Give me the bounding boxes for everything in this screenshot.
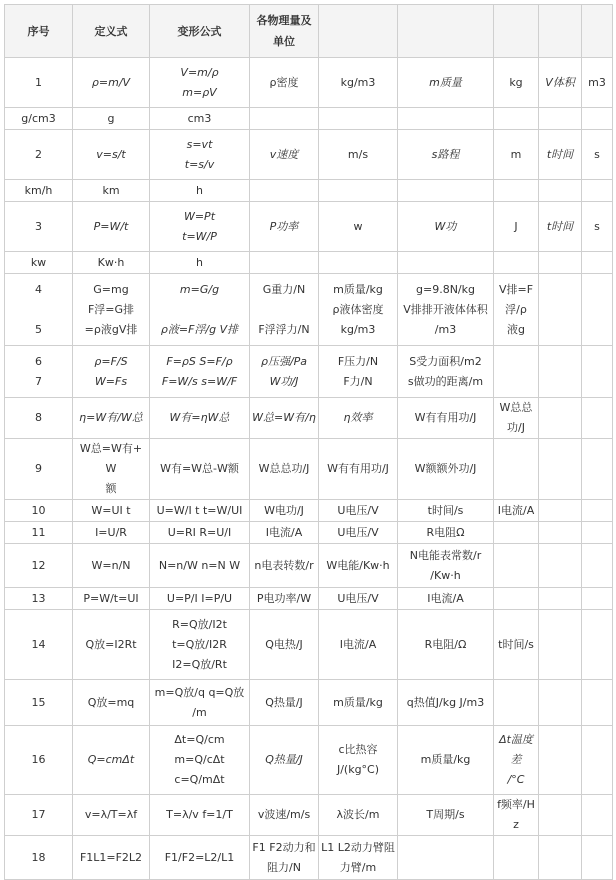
table-cell <box>539 274 582 346</box>
table-cell: Q热量/J <box>250 726 319 795</box>
table-cell: 11 <box>5 522 73 544</box>
table-row <box>5 202 613 252</box>
table-cell: m质量/kg <box>319 680 398 726</box>
table-cell: t时间 <box>539 202 582 252</box>
table-cell: R电阻Ω <box>398 522 494 544</box>
table-cell: c比热容 J/(kg°C) <box>319 726 398 795</box>
table-cell: F=ρS S=F/ρ F=W/s s=W/F <box>150 346 250 398</box>
table-cell <box>582 439 613 500</box>
table-cell <box>539 544 582 588</box>
table-cell: G=mg F浮=G排 =ρ液gV排 <box>73 274 150 346</box>
table-cell <box>582 274 613 346</box>
table-cell: W总=W有+W 额 <box>73 439 150 500</box>
table-cell: 15 <box>5 680 73 726</box>
table-cell: 4 5 <box>5 274 73 346</box>
table-row <box>5 588 613 610</box>
table-cell: W总=W有/η <box>250 398 319 439</box>
header-cell: 定义式 <box>73 5 150 58</box>
table-body <box>5 58 613 880</box>
table-cell <box>582 522 613 544</box>
table-cell: g=9.8N/kg V排排开液体体积 /m3 <box>398 274 494 346</box>
table-cell: kg/m3 <box>319 58 398 108</box>
table-cell <box>398 180 494 202</box>
table-cell: N电能表常数/r /Kw·h <box>398 544 494 588</box>
table-cell: W额额外功/J <box>398 439 494 500</box>
table-cell <box>582 726 613 795</box>
table-row <box>5 130 613 180</box>
table-cell <box>539 398 582 439</box>
table-row <box>5 610 613 680</box>
table-cell <box>494 588 539 610</box>
table-cell: λ波长/m <box>319 795 398 836</box>
table-cell: η=W有/W总 <box>73 398 150 439</box>
table-cell <box>582 795 613 836</box>
table-cell <box>582 544 613 588</box>
table-cell: Δt温度差 /°C <box>494 726 539 795</box>
table-cell: Q热量/J <box>250 680 319 726</box>
table-cell: ρ=F/S W=Fs <box>73 346 150 398</box>
table-row <box>5 108 613 130</box>
header-cell <box>494 5 539 58</box>
table-cell: Δt=Q/cm m=Q/cΔt c=Q/mΔt <box>150 726 250 795</box>
table-cell <box>319 180 398 202</box>
table-cell: g/cm3 <box>5 108 73 130</box>
table-cell: I电流/A <box>398 588 494 610</box>
table-cell: P=W/t=UI <box>73 588 150 610</box>
table-cell: v波速/m/s <box>250 795 319 836</box>
table-cell: s=vt t=s/v <box>150 130 250 180</box>
table-cell: km <box>73 180 150 202</box>
formula-table <box>4 4 613 880</box>
table-cell: U=RI R=U/I <box>150 522 250 544</box>
table-cell: W总总功/J <box>494 398 539 439</box>
table-cell <box>582 108 613 130</box>
table-row <box>5 680 613 726</box>
table-cell: R电阻/Ω <box>398 610 494 680</box>
table-cell: Q放=I2Rt <box>73 610 150 680</box>
table-cell: n电表转数/r <box>250 544 319 588</box>
table-cell <box>539 726 582 795</box>
table-cell: J <box>494 202 539 252</box>
table-cell: s路程 <box>398 130 494 180</box>
table-cell <box>582 500 613 522</box>
table-cell <box>398 108 494 130</box>
table-cell: 10 <box>5 500 73 522</box>
table-cell: V体积 <box>539 58 582 108</box>
table-cell: m=Q放/q q=Q放 /m <box>150 680 250 726</box>
table-cell: cm3 <box>150 108 250 130</box>
table-cell: 12 <box>5 544 73 588</box>
table-cell: W=UI t <box>73 500 150 522</box>
table-cell: ρ密度 <box>250 58 319 108</box>
table-cell: h <box>150 180 250 202</box>
table-cell <box>582 252 613 274</box>
table-cell <box>539 108 582 130</box>
table-cell <box>582 836 613 880</box>
table-cell: v=λ/T=λf <box>73 795 150 836</box>
table-cell: W功 <box>398 202 494 252</box>
table-cell: kw <box>5 252 73 274</box>
table-cell <box>494 252 539 274</box>
table-cell: R=Q放/I2t t=Q放/I2R I2=Q放/Rt <box>150 610 250 680</box>
table-cell: S受力面积/m2 s做功的距离/m <box>398 346 494 398</box>
table-cell: U=P/I I=P/U <box>150 588 250 610</box>
header-cell <box>582 5 613 58</box>
table-row <box>5 346 613 398</box>
table-cell: Q=cmΔt <box>73 726 150 795</box>
table-cell: W总总功/J <box>250 439 319 500</box>
table-cell: 8 <box>5 398 73 439</box>
table-row <box>5 398 613 439</box>
table-cell: v速度 <box>250 130 319 180</box>
table-cell: 3 <box>5 202 73 252</box>
table-cell: 16 <box>5 726 73 795</box>
table-cell: T=λ/v f=1/T <box>150 795 250 836</box>
table-cell <box>539 680 582 726</box>
table-cell: q热值J/kg J/m3 <box>398 680 494 726</box>
table-cell: U电压/V <box>319 522 398 544</box>
table-row <box>5 58 613 108</box>
table-cell <box>582 588 613 610</box>
table-cell: I电流/A <box>250 522 319 544</box>
table-cell: 6 7 <box>5 346 73 398</box>
table-cell <box>539 522 582 544</box>
table-cell: η效率 <box>319 398 398 439</box>
table-cell: G重力/N F浮浮力/N <box>250 274 319 346</box>
table-cell: P=W/t <box>73 202 150 252</box>
table-cell: 1 <box>5 58 73 108</box>
table-cell <box>539 610 582 680</box>
table-cell: T周期/s <box>398 795 494 836</box>
header-cell: 序号 <box>5 5 73 58</box>
table-cell <box>494 544 539 588</box>
table-cell: t时间/s <box>398 500 494 522</box>
table-cell <box>398 836 494 880</box>
table-cell: v=s/t <box>73 130 150 180</box>
header-cell: 变形公式 <box>150 5 250 58</box>
table-cell: W=Pt t=W/P <box>150 202 250 252</box>
table-cell <box>539 180 582 202</box>
table-cell <box>250 252 319 274</box>
table-cell <box>398 252 494 274</box>
header-cell: 各物理量及单位 <box>250 5 319 58</box>
table-row <box>5 544 613 588</box>
table-cell: V=m/ρ m=ρV <box>150 58 250 108</box>
table-cell: I电流/A <box>494 500 539 522</box>
table-cell: Q电热/J <box>250 610 319 680</box>
table-row <box>5 522 613 544</box>
table-cell: F1/F2=L2/L1 <box>150 836 250 880</box>
table-cell <box>539 795 582 836</box>
table-cell <box>539 500 582 522</box>
table-cell: V排=F浮/ρ 液g <box>494 274 539 346</box>
table-cell <box>539 439 582 500</box>
header-cell <box>539 5 582 58</box>
table-cell: m/s <box>319 130 398 180</box>
table-row <box>5 500 613 522</box>
table-cell: w <box>319 202 398 252</box>
table-cell: L1 L2动力臂阻 力臂/m <box>319 836 398 880</box>
table-cell <box>250 180 319 202</box>
table-row <box>5 836 613 880</box>
table-cell: U=W/I t t=W/UI <box>150 500 250 522</box>
table-cell: m质量/kg <box>398 726 494 795</box>
table-cell <box>494 108 539 130</box>
table-cell <box>582 610 613 680</box>
table-cell <box>319 252 398 274</box>
table-cell <box>494 522 539 544</box>
table-cell: F1L1=F2L2 <box>73 836 150 880</box>
table-cell: I=U/R <box>73 522 150 544</box>
table-cell <box>494 836 539 880</box>
table-row <box>5 795 613 836</box>
table-cell: Kw·h <box>73 252 150 274</box>
table-cell: m=G/g ρ液=F浮/g V排 <box>150 274 250 346</box>
table-cell: 14 <box>5 610 73 680</box>
table-cell: U电压/V <box>319 588 398 610</box>
table-cell: W有=W总-W额 <box>150 439 250 500</box>
table-row <box>5 439 613 500</box>
table-cell <box>494 346 539 398</box>
table-cell: W有有用功/J <box>398 398 494 439</box>
table-cell: 13 <box>5 588 73 610</box>
table-cell: I电流/A <box>319 610 398 680</box>
table-cell: m <box>494 130 539 180</box>
table-cell <box>582 180 613 202</box>
header-cell <box>319 5 398 58</box>
table-cell: 17 <box>5 795 73 836</box>
table-cell: F压力/N F力/N <box>319 346 398 398</box>
table-cell: F1 F2动力和 阻力/N <box>250 836 319 880</box>
table-cell <box>582 398 613 439</box>
table-cell <box>539 346 582 398</box>
table-cell <box>582 680 613 726</box>
table-row <box>5 726 613 795</box>
table-cell <box>494 180 539 202</box>
table-cell: W有=ηW总 <box>150 398 250 439</box>
header-cell <box>398 5 494 58</box>
table-cell <box>494 439 539 500</box>
table-cell: t时间/s <box>494 610 539 680</box>
table-cell <box>539 836 582 880</box>
table-cell: km/h <box>5 180 73 202</box>
table-cell: m质量 <box>398 58 494 108</box>
table-cell: h <box>150 252 250 274</box>
table-cell <box>319 108 398 130</box>
table-cell: m3 <box>582 58 613 108</box>
table-cell: 2 <box>5 130 73 180</box>
table-cell: Q放=mq <box>73 680 150 726</box>
table-cell: t时间 <box>539 130 582 180</box>
table-cell: kg <box>494 58 539 108</box>
table-cell: P功率 <box>250 202 319 252</box>
table-cell: W有有用功/J <box>319 439 398 500</box>
table-cell: N=n/W n=N W <box>150 544 250 588</box>
table-cell: g <box>73 108 150 130</box>
table-cell: P电功率/W <box>250 588 319 610</box>
table-cell: f频率/Hz <box>494 795 539 836</box>
table-cell <box>539 588 582 610</box>
table-cell: ρ=m/V <box>73 58 150 108</box>
table-row <box>5 180 613 202</box>
table-row <box>5 252 613 274</box>
table-cell: s <box>582 130 613 180</box>
table-cell: W=n/N <box>73 544 150 588</box>
table-cell: ρ压强/Pa W功/J <box>250 346 319 398</box>
table-cell <box>539 252 582 274</box>
table-cell: 18 <box>5 836 73 880</box>
table-cell: s <box>582 202 613 252</box>
table-cell: W电能/Kw·h <box>319 544 398 588</box>
table-cell: m质量/kg ρ液体密度 kg/m3 <box>319 274 398 346</box>
table-cell <box>250 108 319 130</box>
table-cell <box>582 346 613 398</box>
header-row <box>5 5 613 58</box>
table-cell: U电压/V <box>319 500 398 522</box>
table-row <box>5 274 613 346</box>
table-cell: W电功/J <box>250 500 319 522</box>
table-cell: 9 <box>5 439 73 500</box>
table-cell <box>494 680 539 726</box>
